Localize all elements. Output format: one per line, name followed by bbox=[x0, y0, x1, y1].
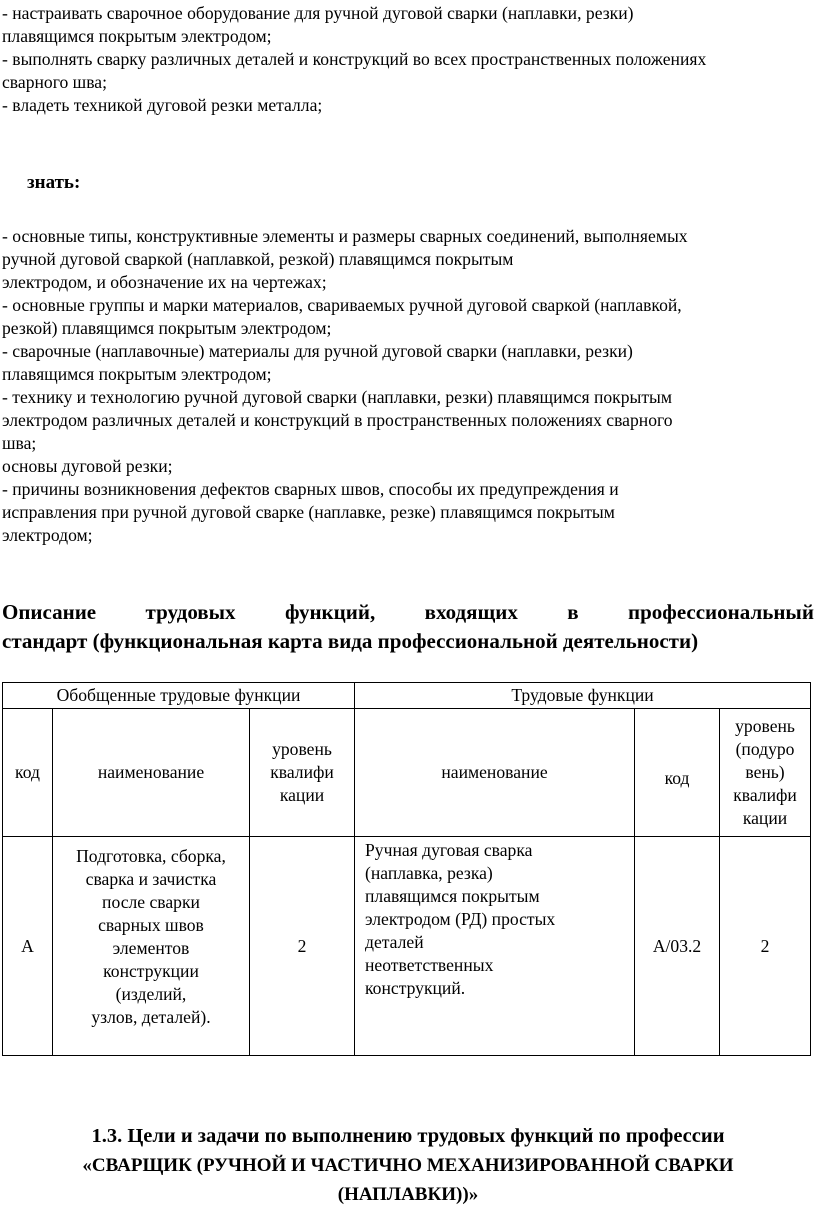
knowledge-line: - технику и технологию ручной дуговой сварки (наплавки, резки) плавящимся покрытым bbox=[2, 387, 672, 407]
header-level-line: (подуро bbox=[735, 739, 795, 759]
section-title-word: профессиональный bbox=[628, 600, 814, 624]
row-function-level: 2 bbox=[720, 837, 811, 1056]
table-row bbox=[3, 837, 811, 1056]
header-level-line: кации bbox=[742, 808, 788, 828]
header-level-line: уровень bbox=[735, 716, 795, 736]
row-function-line: Ручная дуговая сварка bbox=[365, 840, 533, 860]
skill-line: сварного шва; bbox=[2, 72, 107, 92]
knowledge-line: плавящимся покрытым электродом; bbox=[2, 364, 272, 384]
section-title-word: трудовых bbox=[145, 600, 236, 624]
knowledge-line: ручной дуговой сваркой (наплавкой, резкой) плавящимся покрытым bbox=[2, 249, 514, 269]
final-title-line3: (НАПЛАВКИ))» bbox=[337, 1184, 479, 1205]
knowledge-line: электродом различных деталей и конструкций в пространственных положениях сварного bbox=[2, 410, 673, 430]
section-title-word: функций, bbox=[284, 600, 376, 624]
final-title-line2: «СВАРЩИК (РУЧНОЙ И ЧАСТИЧНО МЕХАНИЗИРОВАННОЙ СВАРКИ bbox=[82, 1155, 734, 1176]
knowledge-line: - причины возникновения дефектов сварных швов, способы их предупреждения и bbox=[2, 479, 619, 499]
row-function-line: (наплавка, резка) bbox=[365, 863, 493, 883]
header-level bbox=[250, 709, 355, 837]
table-header-row bbox=[3, 709, 811, 837]
row-name-line: после сварки bbox=[102, 892, 200, 912]
knowledge-line: - сварочные (наплавочные) материалы для ручной дуговой сварки (наплавки, резки) bbox=[2, 341, 633, 361]
header-level-line: кации bbox=[279, 785, 325, 805]
section-title-word: входящих bbox=[424, 600, 518, 624]
knowledge-line: шва; bbox=[2, 433, 37, 453]
section-title-word: Описание bbox=[2, 600, 97, 624]
final-title-line1: 1.3. Цели и задачи по выполнению трудовых функций по профессии bbox=[91, 1125, 725, 1147]
row-function-line: электродом (РД) простых bbox=[365, 909, 556, 929]
row-name bbox=[53, 837, 250, 1056]
header-level-line: квалифи bbox=[270, 762, 334, 782]
section-title-line2: стандарт (функциональная карта вида профессиональной деятельности) bbox=[2, 629, 699, 653]
row-function-line: конструкций. bbox=[365, 978, 466, 998]
header-name: наименование bbox=[53, 709, 250, 837]
row-name-line: сварных швов bbox=[98, 915, 204, 935]
knowledge-line: - основные группы и марки материалов, свариваемых ручной дуговой сваркой (наплавкой, bbox=[2, 295, 682, 315]
skills-list bbox=[2, 2, 810, 117]
table-group-row bbox=[3, 683, 811, 709]
section-title-word: в bbox=[567, 600, 579, 624]
row-name-line: (изделий, bbox=[115, 984, 187, 1004]
group-generalized-header: Обобщенные трудовые функции bbox=[3, 683, 355, 709]
knowledge-line: основы дуговой резки; bbox=[2, 456, 173, 476]
header-code: код bbox=[3, 709, 53, 837]
row-name-line: конструкции bbox=[103, 961, 199, 981]
knowledge-line: исправления при ручной дуговой сварке (наплавке, резке) плавящимся покрытым bbox=[2, 502, 615, 522]
row-function-line: плавящимся покрытым bbox=[365, 886, 540, 906]
row-name-line: элементов bbox=[112, 938, 190, 958]
row-function-name bbox=[355, 837, 635, 1056]
skill-line: - настраивать сварочное оборудование для ручной дуговой сварки (наплавки, резки) bbox=[2, 3, 634, 23]
header-function-code: код bbox=[635, 709, 720, 837]
skill-line: - выполнять сварку различных деталей и конструкций во всех пространственных положениях bbox=[2, 49, 707, 69]
row-name-line: Подготовка, сборка, bbox=[76, 846, 226, 866]
group-functions-header: Трудовые функции bbox=[355, 683, 811, 709]
row-function-line: деталей bbox=[365, 932, 424, 952]
row-name-line: сварка и зачистка bbox=[85, 869, 217, 889]
header-function-name: наименование bbox=[355, 709, 635, 837]
header-level-line: вень) bbox=[745, 762, 785, 782]
skill-line: плавящимся покрытым электродом; bbox=[2, 26, 272, 46]
section-title bbox=[2, 598, 814, 656]
header-level-line: уровень bbox=[272, 739, 332, 759]
header-level-line: квалифи bbox=[733, 785, 797, 805]
row-code: А bbox=[3, 837, 53, 1056]
row-name-line: узлов, деталей). bbox=[91, 1007, 211, 1027]
know-heading: знать: bbox=[27, 172, 81, 193]
header-function-level bbox=[720, 709, 811, 837]
row-function-code: А/03.2 bbox=[635, 837, 720, 1056]
knowledge-line: электродом; bbox=[2, 525, 93, 545]
knowledge-list bbox=[2, 225, 810, 547]
final-title bbox=[0, 1122, 816, 1209]
row-function-line: неответственных bbox=[365, 955, 494, 975]
functions-table bbox=[2, 682, 811, 1056]
row-level: 2 bbox=[250, 837, 355, 1056]
knowledge-line: резкой) плавящимся покрытым электродом; bbox=[2, 318, 332, 338]
knowledge-line: электродом, и обозначение их на чертежах; bbox=[2, 272, 327, 292]
knowledge-line: - основные типы, конструктивные элементы и размеры сварных соединений, выполняемых bbox=[2, 226, 688, 246]
skill-line: - владеть техникой дуговой резки металла; bbox=[2, 95, 323, 115]
